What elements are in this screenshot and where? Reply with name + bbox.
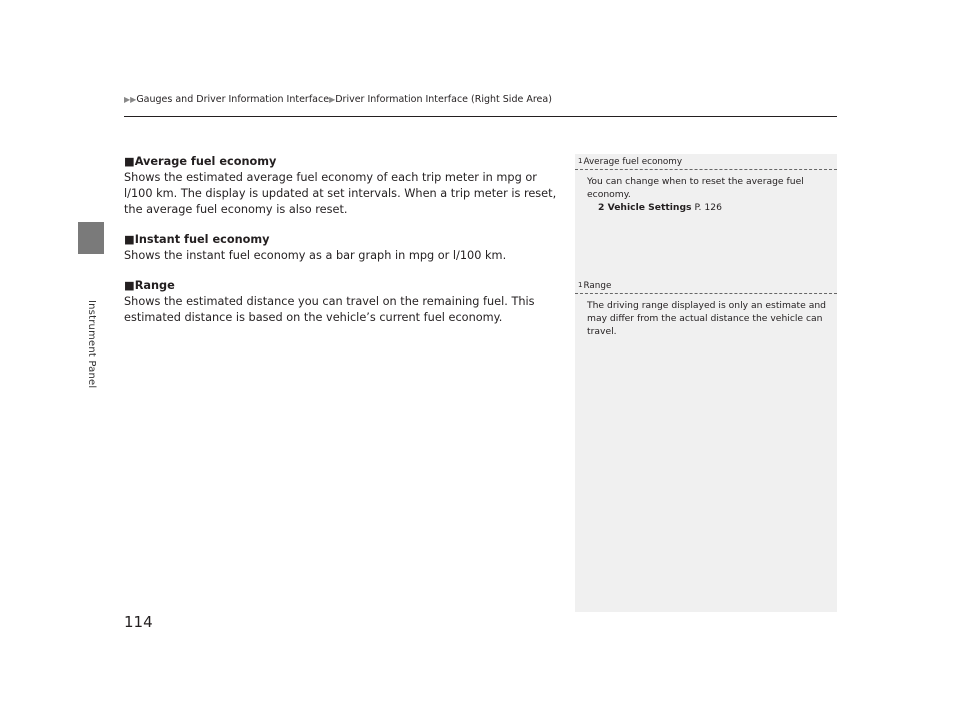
page-number: 114 xyxy=(124,613,153,631)
note-average-fuel-economy xyxy=(575,157,837,214)
reference-arrow-icon: 2 xyxy=(598,202,608,213)
chapter-tab xyxy=(78,222,104,254)
breadcrumb-arrow-icon: ▶▶ xyxy=(124,95,137,104)
note-divider xyxy=(575,293,837,294)
reference-label: Vehicle Settings xyxy=(607,202,692,213)
side-notes-panel xyxy=(575,154,837,612)
main-content xyxy=(124,154,564,326)
section-text: Shows the estimated distance you can travel on the remaining fuel. This estimated distance is based on the vehicle’s current fuel economy. xyxy=(124,295,535,324)
breadcrumb-item-gauges[interactable]: Gauges and Driver Information Interface xyxy=(136,94,330,105)
section-range xyxy=(124,278,564,326)
square-bullet-icon: ■ xyxy=(124,279,135,292)
note-title: 1Average fuel economy xyxy=(578,157,683,167)
breadcrumb-item-right-side[interactable]: Driver Information Interface (Right Side Area) xyxy=(335,94,552,105)
cross-reference-link[interactable] xyxy=(587,201,827,214)
header-divider xyxy=(124,116,837,117)
note-text: You can change when to reset the average fuel economy. xyxy=(587,176,804,200)
note-body xyxy=(575,299,837,338)
note-divider xyxy=(575,169,837,170)
note-text: The driving range displayed is only an estimate and may differ from the actual distance the vehicle can travel. xyxy=(587,300,827,337)
breadcrumb-arrow-icon: ▶ xyxy=(329,95,336,104)
breadcrumb xyxy=(124,94,552,105)
square-bullet-icon: ■ xyxy=(124,155,135,168)
section-instant-fuel-economy xyxy=(124,232,564,264)
section-heading: ■Average fuel economy xyxy=(124,155,277,168)
square-bullet-icon: ■ xyxy=(124,233,135,246)
sidebar-chapter-label: Instrument Panel xyxy=(86,300,97,389)
note-marker-icon: 1 xyxy=(578,281,583,289)
section-average-fuel-economy xyxy=(124,154,564,218)
section-text: Shows the instant fuel economy as a bar graph in mpg or l/100 km. xyxy=(124,249,507,262)
note-body xyxy=(575,175,837,214)
note-title: 1Range xyxy=(578,281,612,291)
section-heading: ■Range xyxy=(124,279,175,292)
note-range xyxy=(575,281,837,338)
reference-page: P. 126 xyxy=(694,202,722,213)
section-heading: ■Instant fuel economy xyxy=(124,233,270,246)
section-text: Shows the estimated average fuel economy of each trip meter in mpg or l/100 km. The display is updated at set intervals. When a trip meter is reset, the average fuel economy is also reset. xyxy=(124,171,557,216)
note-marker-icon: 1 xyxy=(578,157,583,165)
